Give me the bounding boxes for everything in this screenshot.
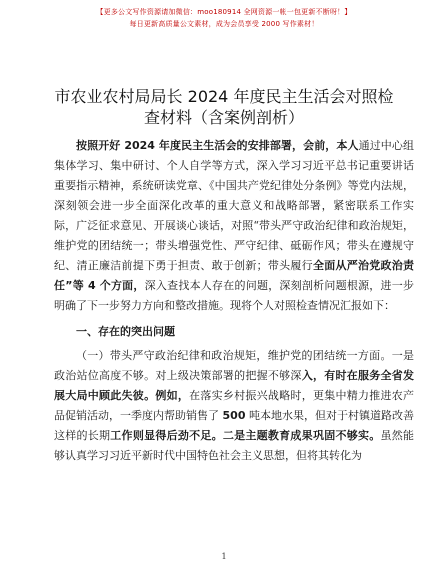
document-body — [54, 136, 414, 466]
intro-paragraph — [54, 136, 414, 316]
promo-banner-line-1: 【更多公文写作资源请加微信：moo180914 全网资源一帐一包更新不断呀！】 — [96, 8, 352, 16]
document-title — [20, 86, 428, 128]
title-line-1: 市农业农村局局长 2024 年度民主生活会对照检 — [54, 87, 394, 106]
page-number: 1 — [221, 552, 227, 561]
para1-text-1: （一）带头严守政治纪律和政治规矩，维护党的团结统一方面。一是政治站位高度不够。对上级决策部署的把握不够深 — [54, 349, 414, 382]
para1-bold-1: 入，有时在服务全省发展大局中顾此失彼。例如， — [54, 369, 415, 402]
section-heading-1: 一、存在的突出问题 — [76, 325, 175, 338]
para1-text-4: 虽然能够认真学习习近平新时代中国特色社会主义思想，但将其转化为 — [54, 429, 415, 462]
para1-bold-3: 工作则显得后劲不足。二是主题教育成果巩固不够实。 — [110, 429, 381, 442]
promo-banner-line-2: 每日更新高质量公文素材，成为会员享受 2000 写作素材！ — [129, 20, 319, 28]
title-line-2: 查材料（含案例剖析） — [143, 108, 304, 127]
intro-text-2: 深入查找本人存在的问题，深刻剖析问题根源，进一步明确了下一步努力方向和整改措施。现将个人对照检查情况汇报如下： — [54, 279, 414, 312]
problem-paragraph-1 — [54, 346, 414, 466]
intro-text-1: 通过中心组集体学习、集中研讨、个人自学等方式，深入学习习近平总书记重要讲话重要指示精神，系统研读党章、《中国共产党纪律处分条例》等党内法规，深刻领会进一步全面深化改革的重大意义和战略部署，紧密联系工作实际，广泛征求意见、开展谈心谈话，对照“带头严守政治纪律和政治规矩，维护党的团结统一；带头增强党性、严守纪律、砥砺作风；带头在遵规守纪、清正廉洁前提下勇于担责、敢于创新；带头履行 — [54, 139, 414, 272]
intro-bold-2: 全面从严治党政治责任”等 4 个方面， — [54, 259, 415, 292]
intro-bold-1: 按照开好 2024 年度民主生活会的安排部署，会前，本人 — [76, 139, 359, 152]
para1-bold-2: 500 — [222, 409, 246, 422]
para1-text-2: 在落实乡村振兴战略时，更集中精力推进农产品促销活动，一季度内帮助销售了 — [54, 389, 415, 422]
para1-text-3: 吨本地水果，但对于村镇道路改善这样的长期 — [54, 409, 414, 442]
